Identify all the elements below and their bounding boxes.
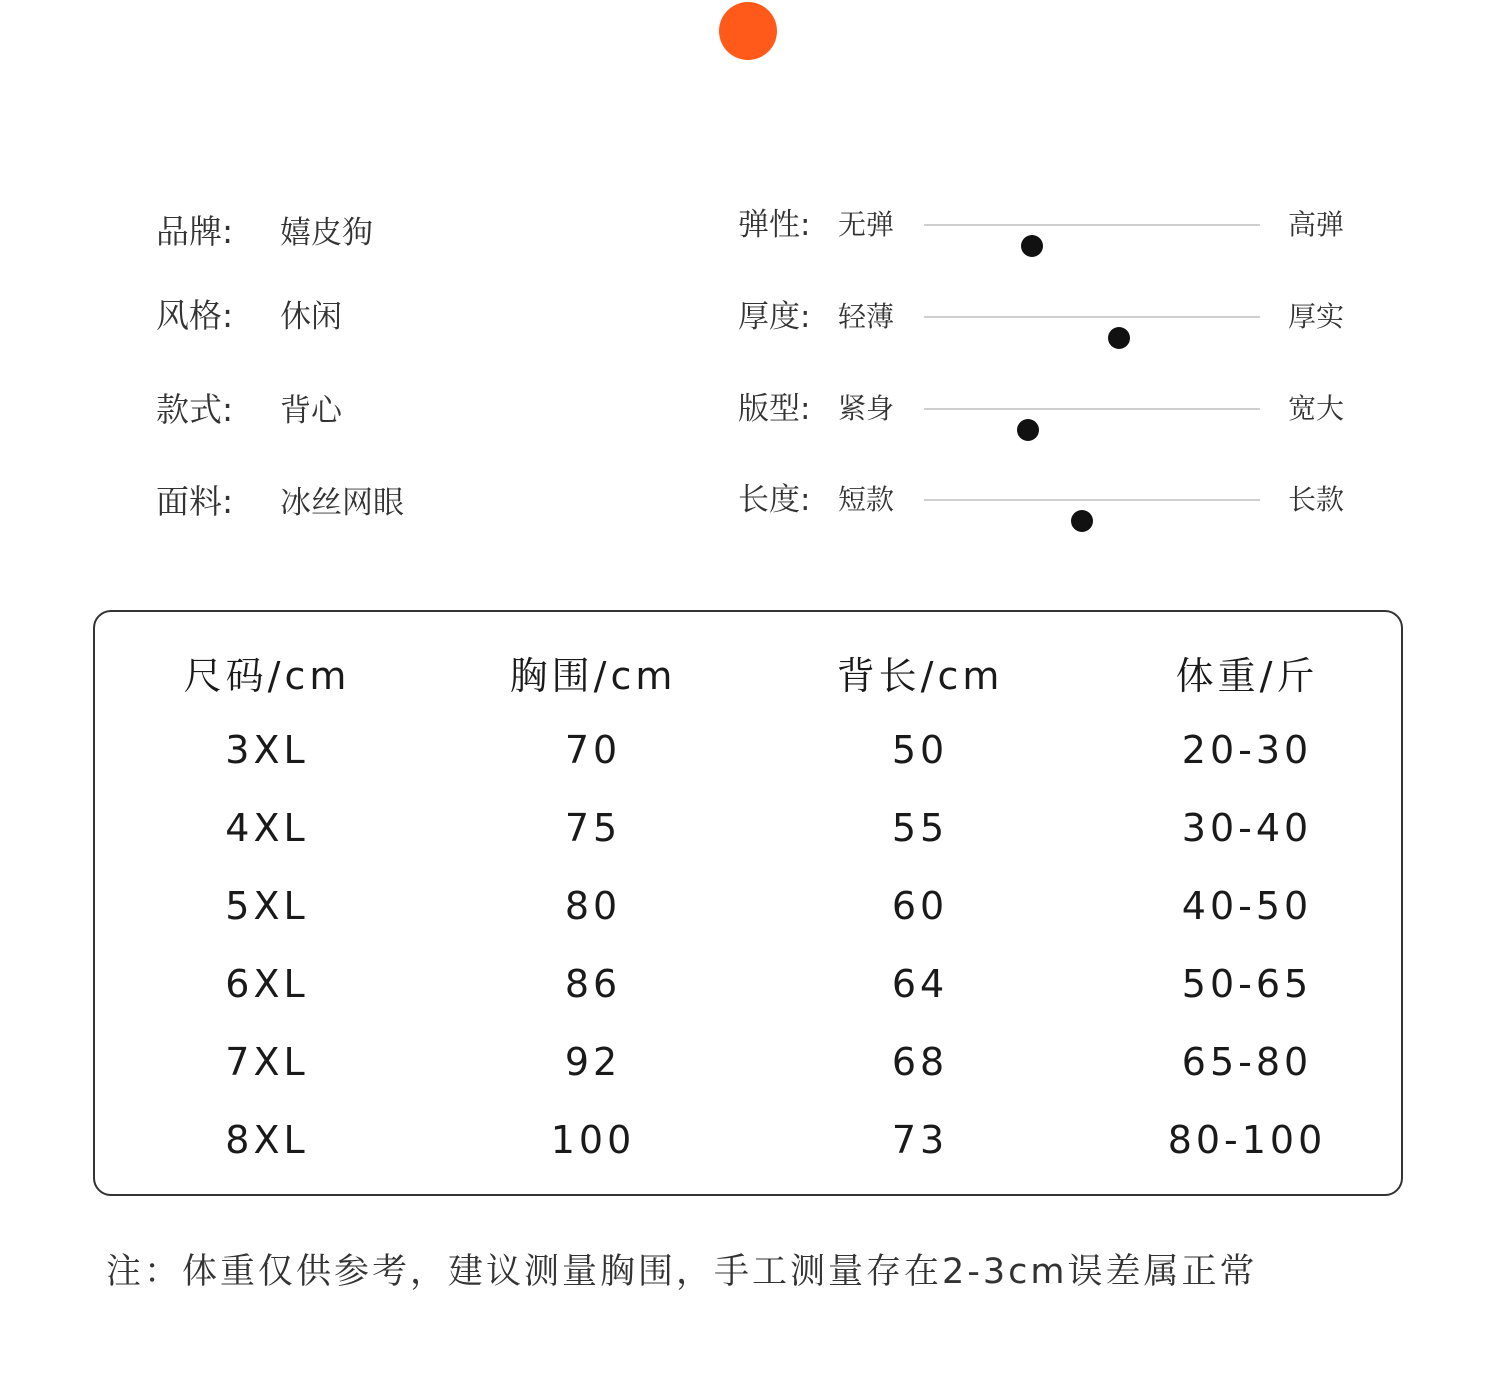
attr-row-brand bbox=[156, 206, 373, 250]
attr-label: 面料: bbox=[156, 482, 234, 521]
footnote: 注：体重仅供参考，建议测量胸围，手工测量存在2-3cm误差属正常 bbox=[106, 1252, 1258, 1292]
header-size: 尺码/cm bbox=[183, 654, 351, 698]
scale-label: 厚度: bbox=[738, 299, 811, 335]
table-row bbox=[95, 954, 1401, 1014]
header-back-length: 背长/cm bbox=[836, 654, 1004, 698]
chest-cell: 92 bbox=[564, 1040, 622, 1084]
weight-cell: 50-65 bbox=[1181, 962, 1313, 1006]
scale-high-label: 高弹 bbox=[1288, 208, 1345, 241]
scale-low-label: 短款 bbox=[838, 483, 895, 516]
size-cell: 5XL bbox=[225, 884, 309, 928]
weight-cell: 20-30 bbox=[1181, 728, 1313, 772]
scale-track bbox=[924, 224, 1260, 226]
accent-dot bbox=[719, 2, 777, 60]
scale-track bbox=[924, 316, 1260, 318]
attr-row-type bbox=[156, 384, 342, 428]
table-row bbox=[95, 798, 1401, 858]
back-length-cell: 55 bbox=[891, 806, 949, 850]
size-cell: 6XL bbox=[225, 962, 309, 1006]
attr-value: 嬉皮狗 bbox=[280, 215, 373, 251]
attr-row-style bbox=[156, 290, 342, 334]
table-row bbox=[95, 720, 1401, 780]
header-weight: 体重/斤 bbox=[1175, 654, 1319, 698]
table-row bbox=[95, 1110, 1401, 1170]
weight-cell: 30-40 bbox=[1181, 806, 1313, 850]
attr-value: 背心 bbox=[280, 393, 342, 429]
attr-row-fabric bbox=[156, 476, 404, 520]
attr-label: 风格: bbox=[156, 296, 234, 335]
weight-cell: 40-50 bbox=[1181, 884, 1313, 928]
chest-cell: 86 bbox=[564, 962, 622, 1006]
scale-track bbox=[924, 499, 1260, 501]
scale-low-label: 无弹 bbox=[838, 208, 895, 241]
scale-label: 版型: bbox=[738, 391, 811, 427]
scale-low-label: 轻薄 bbox=[838, 300, 895, 333]
scale-label: 弹性: bbox=[738, 207, 811, 243]
header-chest: 胸围/cm bbox=[509, 654, 677, 698]
back-length-cell: 50 bbox=[891, 728, 949, 772]
chest-cell: 100 bbox=[550, 1118, 636, 1162]
scale-knob bbox=[1017, 419, 1039, 441]
chest-cell: 70 bbox=[564, 728, 622, 772]
back-length-cell: 68 bbox=[891, 1040, 949, 1084]
size-cell: 4XL bbox=[225, 806, 309, 850]
scale-row-length bbox=[738, 478, 1358, 522]
scale-low-label: 紧身 bbox=[838, 392, 895, 425]
table-row bbox=[95, 876, 1401, 936]
size-cell: 8XL bbox=[225, 1118, 309, 1162]
scale-row-thickness bbox=[738, 295, 1358, 339]
scale-high-label: 厚实 bbox=[1288, 300, 1345, 333]
size-cell: 3XL bbox=[225, 728, 309, 772]
scale-knob bbox=[1108, 327, 1130, 349]
scale-high-label: 长款 bbox=[1288, 483, 1345, 516]
scale-row-fit bbox=[738, 387, 1358, 431]
scale-row-elasticity bbox=[738, 203, 1358, 247]
attr-value: 休闲 bbox=[280, 299, 342, 335]
back-length-cell: 60 bbox=[891, 884, 949, 928]
scale-label: 长度: bbox=[738, 482, 811, 518]
chest-cell: 80 bbox=[564, 884, 622, 928]
size-table bbox=[93, 610, 1403, 1196]
back-length-cell: 64 bbox=[891, 962, 949, 1006]
table-header bbox=[95, 648, 1401, 704]
scale-knob bbox=[1071, 510, 1093, 532]
size-cell: 7XL bbox=[225, 1040, 309, 1084]
attr-value: 冰丝网眼 bbox=[280, 485, 404, 521]
scale-high-label: 宽大 bbox=[1288, 392, 1345, 425]
chest-cell: 75 bbox=[564, 806, 622, 850]
weight-cell: 80-100 bbox=[1167, 1118, 1327, 1162]
weight-cell: 65-80 bbox=[1181, 1040, 1313, 1084]
scale-knob bbox=[1021, 235, 1043, 257]
attr-label: 品牌: bbox=[156, 212, 234, 251]
table-row bbox=[95, 1032, 1401, 1092]
scale-track bbox=[924, 408, 1260, 410]
attr-label: 款式: bbox=[156, 390, 234, 429]
back-length-cell: 73 bbox=[891, 1118, 949, 1162]
